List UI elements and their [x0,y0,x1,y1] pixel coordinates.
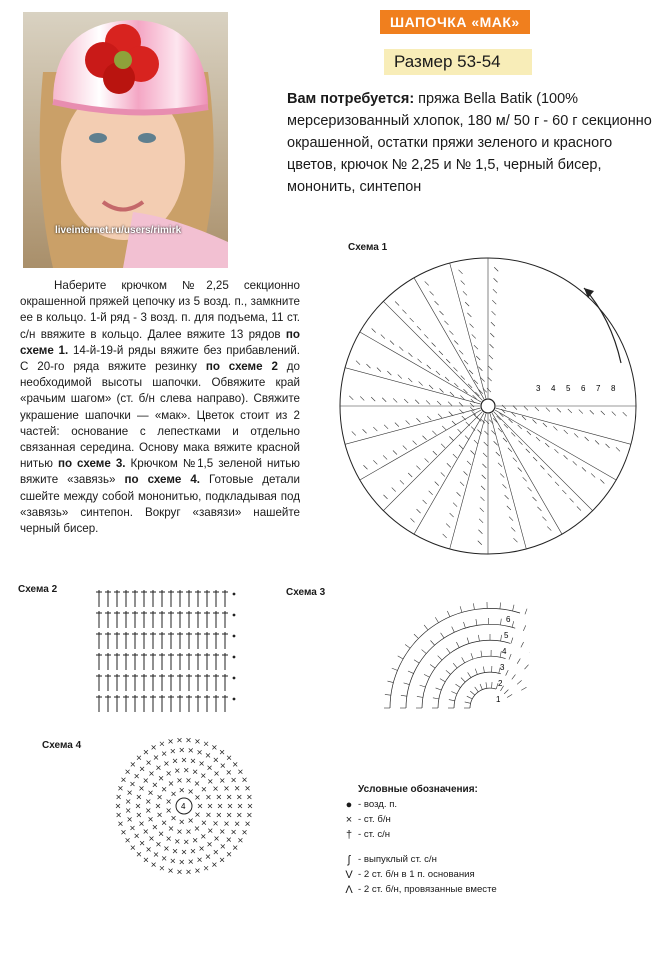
legend-text: - 2 ст. б/н, провязанные вместе [358,884,497,895]
scheme4-label: Схема 4 [42,740,82,751]
decrease-icon: Λ [345,883,353,896]
row-number: 3 [536,384,541,393]
instructions-text [20,278,300,537]
legend-title: Условные обозначения: [358,784,478,795]
instr-part-5: Готовые детали сшейте между собой мононитью, подкладывая под «завязь» синтепон. Вокруг «завязи» нашейте черный бисер. [20,473,300,536]
scheme2-diagram [94,586,244,718]
legend-text: - ст. б/н [358,814,391,825]
row-number: 6 [506,615,511,624]
instr-bold-2: по схеме 2 [205,360,278,374]
row-number: 3 [500,663,505,672]
legend-text: - ст. с/н [358,829,391,840]
hat-photo [23,12,228,268]
row-number: 4 [502,647,507,656]
row-number: 5 [566,384,571,393]
instr-bold-3: по схеме 3. [57,457,126,471]
scheme3-label: Схема 3 [286,587,326,598]
instr-bold-1: по схеме 1. [20,327,300,357]
single-crochet-icon: × [345,813,353,826]
scheme2-label: Схема 2 [18,584,58,595]
legend-text: - возд. п. [358,799,398,810]
legend-text: - 2 ст. б/н в 1 п. основания [358,869,475,880]
scheme1-diagram [336,248,646,568]
row-number: 1 [496,695,501,704]
requirements-text [287,88,657,198]
raised-double-crochet-icon: ʃ [347,853,351,866]
chain-stitch-icon: ● [345,798,353,811]
row-number: 4 [551,384,556,393]
instr-part-4: Крючком №1,5 зеленой нитью вяжите «завязь» [20,457,300,487]
photo-caption: liveinternet.ru/users/rimirk [55,225,182,236]
row-number: 5 [504,631,509,640]
requirements-lead: Вам потребуется: [287,91,415,107]
row-number: 7 [596,384,601,393]
instr-bold-4: по схеме 4. [124,473,201,487]
size-label: Размер 53-54 [384,49,532,75]
increase-icon: V [345,868,353,881]
legend [340,784,640,897]
legend-item [340,812,640,827]
legend-item [340,867,640,882]
instr-part-2: 14-й-19-й ряды вяжите без прибавлений. С 20-го ряда вяжите резинку [20,343,300,374]
legend-item [340,882,640,897]
legend-item [340,797,640,812]
scheme1-label: Схема 1 [348,242,388,253]
scheme4-diagram [104,734,264,884]
legend-item [340,852,640,867]
instr-part-3: до необходимой высоты шапочки. Обвяжите край «рачьим шагом» (ст. б/н слева направо). Свяжите украшение шапочки — «мак». Цветок стоит из 2 частей: основание с лепестками и отдельно связанная середина. Основу мака вяжите красной нитью [20,360,301,471]
row-number: 6 [581,384,586,393]
center-number: 4 [181,802,186,811]
legend-rows [340,797,640,897]
row-number: 8 [611,384,616,393]
legend-text: - выпуклый ст. с/н [358,854,437,865]
double-crochet-icon: † [345,828,353,841]
pattern-title: ШАПОЧКА «МАК» [380,10,530,34]
row-number: 2 [498,679,503,688]
instr-part-1: Наберите крючком №2,25 секционно окрашенной пряжей цепочку из 5 возд. п., замкните ее в кольцо. 1-й ряд - 3 возд. п. для подъема, 11 ст. с/н ввяжите в кольцо. Далее вяжите 13 рядов [20,279,300,341]
legend-item [340,827,640,842]
scheme3-diagram [340,596,530,766]
requirements-body: пряжа Bella Batik (100% мерсеризованный хлопок, 180 м/ 50 г - 60 г секционно окрашенной, остатки пряжи зеленого и красного цветов, крючок № 2,25 и № 1,5, черный бисер, мононить, синтепон [287,91,652,195]
